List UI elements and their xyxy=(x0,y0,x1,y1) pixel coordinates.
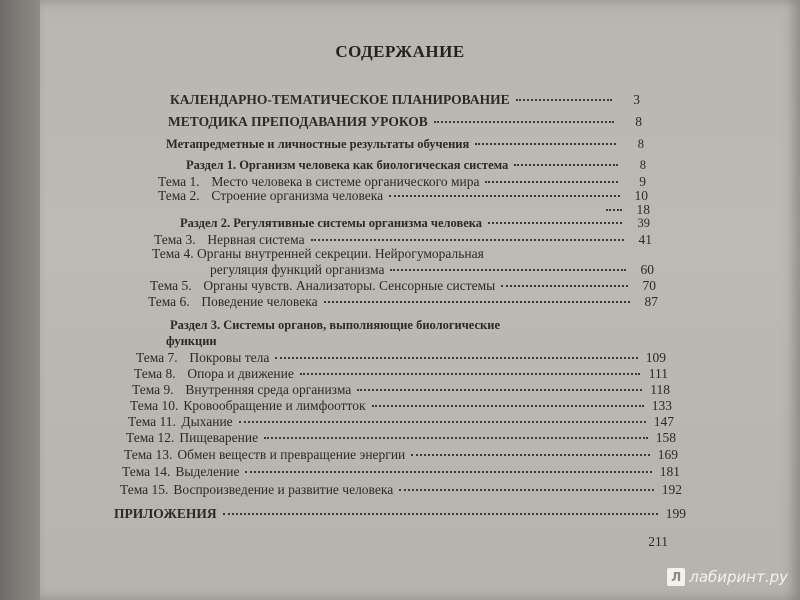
toc-topic-14[interactable] xyxy=(122,464,680,480)
toc-topic-9[interactable] xyxy=(132,382,670,398)
toc-page-number: 118 xyxy=(650,382,670,397)
leader-dots xyxy=(501,285,628,287)
toc-entry-label: Тема 11. Дыхание xyxy=(128,414,233,429)
watermark xyxy=(667,568,788,586)
leader-dots xyxy=(488,222,622,224)
toc-entry-label: Тема 3. Нервная система xyxy=(154,232,305,247)
toc-entry-label: МЕТОДИКА ПРЕПОДАВАНИЯ УРОКОВ xyxy=(168,114,428,129)
toc-continuation-last[interactable] xyxy=(646,534,690,550)
leader-dots xyxy=(223,513,658,515)
toc-page-number: 70 xyxy=(642,278,656,293)
leader-dots xyxy=(516,99,612,101)
watermark-text: лабиринт.ру xyxy=(689,568,788,586)
toc-entry-label: Раздел 2. Регулятивные системы организма человека xyxy=(180,216,483,230)
toc-topic-11[interactable] xyxy=(128,414,674,430)
leader-dots xyxy=(434,121,614,123)
toc-entry-label: регуляция функций организма xyxy=(210,262,385,277)
toc-topic-12[interactable] xyxy=(126,430,676,446)
toc-entry-label: Тема 1. Место человека в системе органического мира xyxy=(158,174,480,189)
toc-entry-planning[interactable] xyxy=(170,92,640,108)
toc-page-number: 87 xyxy=(644,294,658,309)
toc-page-number: 10 xyxy=(634,188,648,203)
toc-entry-label: Органы внутренней секреции. Нейрогуморальная xyxy=(197,246,484,261)
toc-page-number: 3 xyxy=(633,92,640,107)
toc-topic-8[interactable] xyxy=(134,366,668,382)
toc-entry-label: Тема 12. Пищеварение xyxy=(126,430,259,445)
toc-entry-label: Тема 10. Кровообращение и лимфоотток xyxy=(130,398,366,413)
toc-page-number: 109 xyxy=(645,350,666,365)
leader-dots xyxy=(372,405,644,407)
toc-entry-methods[interactable] xyxy=(168,114,642,130)
toc-section-2[interactable] xyxy=(180,216,650,231)
leader-dots xyxy=(389,195,620,197)
toc-topic-number: Тема 4. xyxy=(152,246,194,261)
toc-section-3-cont[interactable] xyxy=(166,334,217,349)
toc-page-number: 18 xyxy=(636,202,650,217)
toc-entry-label: КАЛЕНДАРНО-ТЕМАТИЧЕСКОЕ ПЛАНИРОВАНИЕ xyxy=(170,92,510,107)
leader-dots xyxy=(606,209,622,211)
toc-topic-4[interactable] xyxy=(152,246,484,262)
leader-dots xyxy=(390,269,626,271)
page-title: СОДЕРЖАНИЕ xyxy=(335,42,465,61)
toc-entry-label: Тема 8. Опора и движение xyxy=(134,366,294,381)
toc-entry-results[interactable] xyxy=(166,137,644,152)
toc-page-number: 39 xyxy=(637,216,650,230)
toc-page-number: 8 xyxy=(639,158,646,172)
toc-page-number: 8 xyxy=(637,137,644,151)
leader-dots xyxy=(311,239,624,241)
toc-section-3[interactable] xyxy=(170,318,500,333)
toc-entry-label: Раздел 3. Системы органов, выполняющие биологические xyxy=(170,318,501,332)
toc-entry-label: Тема 2. Строение организма человека xyxy=(158,188,384,203)
leader-dots xyxy=(399,489,654,491)
toc-page-number: 41 xyxy=(638,232,652,247)
toc-page-number: 9 xyxy=(639,174,646,189)
toc-page-number: 60 xyxy=(640,262,654,277)
leader-dots xyxy=(264,437,648,439)
toc-entry-label: Тема 7. Покровы тела xyxy=(136,350,270,365)
toc-topic-4-cont[interactable] xyxy=(210,262,654,278)
toc-topic-7[interactable] xyxy=(136,350,666,366)
toc-page-number: 169 xyxy=(657,447,678,462)
toc-topic-6[interactable] xyxy=(148,294,658,310)
toc-topic-2[interactable] xyxy=(158,188,648,204)
toc-page-number: 8 xyxy=(635,114,642,129)
leader-dots xyxy=(485,181,618,183)
toc-page-number: 211 xyxy=(648,534,668,549)
toc-topic-10[interactable] xyxy=(130,398,672,414)
toc-topic-15[interactable] xyxy=(120,482,682,498)
toc-page-number: 158 xyxy=(655,430,676,445)
labirint-logo-icon: Л xyxy=(667,568,685,586)
leader-dots xyxy=(239,421,646,423)
leader-dots xyxy=(357,389,642,391)
toc-topic-5[interactable] xyxy=(150,278,656,294)
toc-entry-label: Раздел 1. Организм человека как биологическая система xyxy=(186,158,509,172)
toc-page-number: 133 xyxy=(651,398,672,413)
leader-dots xyxy=(275,357,638,359)
leader-dots xyxy=(245,471,652,473)
toc-entry-label: Тема 15. Воспроизведение и развитие человека xyxy=(120,482,394,497)
toc-entry-label: Метапредметные и личностные результаты обучения xyxy=(166,137,470,151)
toc-topic-13[interactable] xyxy=(124,447,678,463)
toc-entry-label: Тема 13. Обмен веществ и превращение энергии xyxy=(124,447,406,462)
toc-page-number: 147 xyxy=(653,414,674,429)
toc-page-number: 199 xyxy=(665,506,686,521)
toc-entry-label: Тема 14. Выделение xyxy=(122,464,240,479)
toc-section-1[interactable] xyxy=(186,158,646,173)
toc-page-number: 181 xyxy=(659,464,680,479)
leader-dots xyxy=(514,164,618,166)
leader-dots xyxy=(300,373,640,375)
toc-entry-appendices[interactable] xyxy=(114,506,686,522)
toc-entry-label: функции xyxy=(166,334,217,348)
leader-dots xyxy=(324,301,630,303)
toc-page-number: 192 xyxy=(661,482,682,497)
leader-dots xyxy=(411,454,650,456)
toc-entry-label: Тема 5. Органы чувств. Анализаторы. Сенсорные системы xyxy=(150,278,496,293)
toc-entry-label: Тема 6. Поведение человека xyxy=(148,294,318,309)
leader-dots xyxy=(475,143,616,145)
toc-page-number: 111 xyxy=(648,366,668,381)
toc-entry-label: ПРИЛОЖЕНИЯ xyxy=(114,506,217,521)
toc-entry-label: Тема 9. Внутренняя среда организма xyxy=(132,382,352,397)
